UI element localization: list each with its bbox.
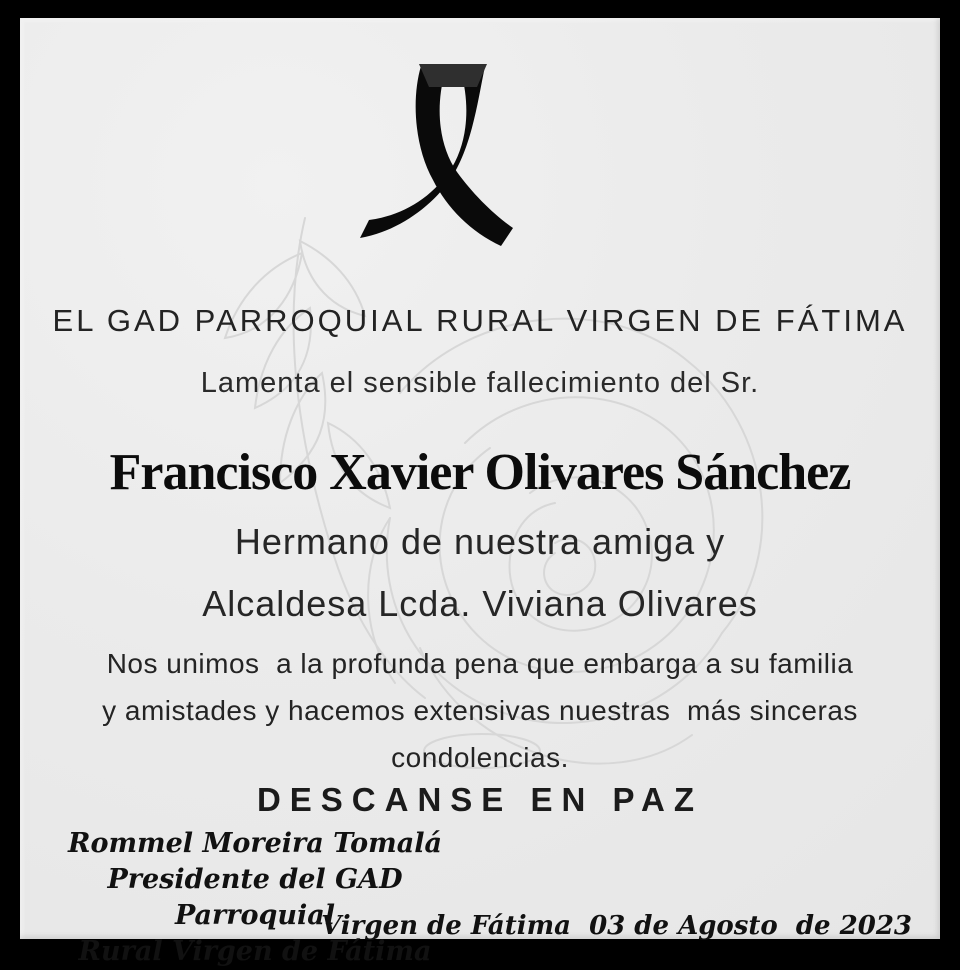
mourning-ribbon-icon	[355, 60, 550, 255]
signature-block	[45, 826, 465, 970]
condolence-paragraph	[20, 640, 940, 781]
relation-line-1: Hermano de nuestra amiga y	[234, 521, 726, 562]
rest-in-peace-line: DESCANSE EN PAZ	[256, 781, 704, 818]
deceased-name: Francisco Xavier Olivares Sánchez	[109, 444, 851, 501]
lament-line: Lamenta el sensible fallecimiento del Sr.	[200, 367, 760, 399]
condolence-line-2: y amistades y hacemos extensivas nuestras más sinceras	[102, 695, 858, 726]
condolence-line-3: condolencias.	[391, 742, 569, 773]
signature-title-1: Presidente del GAD Parroquial	[107, 864, 403, 931]
signature-title-2: Rural Virgen de Fátima	[78, 936, 432, 967]
organization-title: EL GAD PARROQUIAL RURAL VIRGEN DE FÁTIMA	[52, 303, 908, 338]
relation-line-2: Alcaldesa Lcda. Viviana Olivares	[202, 583, 758, 624]
poster-card	[20, 18, 940, 967]
condolence-line-1: Nos unimos a la profunda pena que embarga a su familia	[106, 648, 854, 679]
place-date-line: Virgen de Fátima 03 de Agosto de 2023	[321, 911, 912, 941]
signature-name: Rommel Moreira Tomalá	[68, 828, 442, 859]
